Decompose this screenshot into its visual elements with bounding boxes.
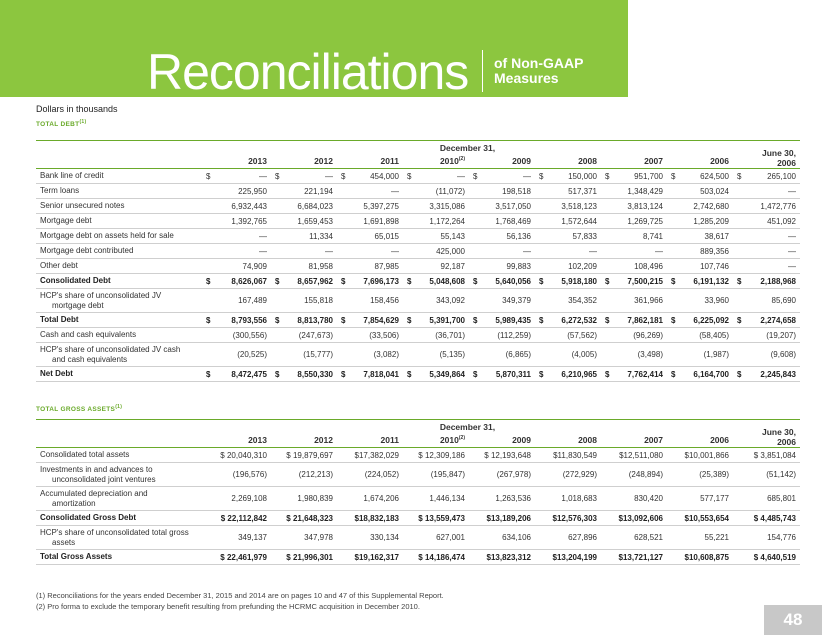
debt-cell: 99,883 bbox=[469, 259, 535, 274]
debt-cell: 57,833 bbox=[535, 229, 601, 244]
assets-cell: 577,177 bbox=[667, 487, 733, 511]
assets-cell: (224,052) bbox=[337, 463, 403, 487]
debt-cell: $ 2,245,843 bbox=[733, 367, 800, 382]
debt-cell: (3,082) bbox=[337, 343, 403, 367]
debt-cell: 451,092 bbox=[733, 214, 800, 229]
debt-cell: 92,187 bbox=[403, 259, 469, 274]
debt-year-header: 2007 bbox=[601, 155, 667, 169]
assets-row-label: Consolidated total assets bbox=[36, 448, 202, 463]
debt-cell: $ 6,210,965 bbox=[535, 367, 601, 382]
assets-cell: $ 21,648,323 bbox=[271, 511, 337, 526]
debt-year-header: 2011 bbox=[337, 155, 403, 169]
total-debt-table bbox=[36, 140, 800, 382]
debt-cell: 3,517,050 bbox=[469, 199, 535, 214]
assets-cell: 55,221 bbox=[667, 526, 733, 550]
debt-cell: (20,525) bbox=[202, 343, 271, 367]
assets-cell: $ 12,309,186 bbox=[403, 448, 469, 463]
assets-cell: $13,204,199 bbox=[535, 550, 601, 565]
assets-cell: (248,894) bbox=[601, 463, 667, 487]
assets-cell: $13,721,127 bbox=[601, 550, 667, 565]
debt-cell: $ — bbox=[202, 169, 271, 184]
debt-cell: 1,392,765 bbox=[202, 214, 271, 229]
subtitle-line-1: of Non-GAAP bbox=[494, 55, 584, 71]
assets-cell: 349,137 bbox=[202, 526, 271, 550]
assets-year-header: 2012 bbox=[271, 434, 337, 448]
assets-cell: 685,801 bbox=[733, 487, 800, 511]
footnote-2: (2) Pro forma to exclude the temporary benefit resulting from prefunding the HCRMC acquisition in December 2010. bbox=[36, 602, 420, 611]
assets-cell: $18,832,183 bbox=[337, 511, 403, 526]
debt-cell: $ 265,100 bbox=[733, 169, 800, 184]
debt-cell: $ 5,048,608 bbox=[403, 274, 469, 289]
debt-cell: $ 7,862,181 bbox=[601, 313, 667, 328]
assets-cell: $ 12,193,648 bbox=[469, 448, 535, 463]
units-note: Dollars in thousands bbox=[36, 104, 118, 114]
debt-cell: (3,498) bbox=[601, 343, 667, 367]
debt-cell: 517,371 bbox=[535, 184, 601, 199]
assets-row-label: Investments in and advances to unconsolidated joint ventures bbox=[36, 463, 202, 487]
debt-cell: $ 8,793,556 bbox=[202, 313, 271, 328]
gross-assets-section-label bbox=[36, 404, 122, 413]
page-number: 48 bbox=[764, 605, 822, 635]
assets-cell: $ 3,851,084 bbox=[733, 448, 800, 463]
debt-cell: $ 5,989,435 bbox=[469, 313, 535, 328]
debt-cell: 33,960 bbox=[667, 289, 733, 313]
assets-cell: 627,001 bbox=[403, 526, 469, 550]
debt-cell: — bbox=[337, 184, 403, 199]
debt-row-label: Bank line of credit bbox=[36, 169, 202, 184]
debt-cell: 1,572,644 bbox=[535, 214, 601, 229]
assets-cell: 347,978 bbox=[271, 526, 337, 550]
assets-cell: (25,389) bbox=[667, 463, 733, 487]
debt-cell: 425,000 bbox=[403, 244, 469, 259]
assets-row-label: Total Gross Assets bbox=[36, 550, 202, 565]
debt-row-label: Senior unsecured notes bbox=[36, 199, 202, 214]
page-subtitle bbox=[494, 56, 583, 86]
page-title: Reconciliations bbox=[147, 44, 469, 100]
debt-cell: 107,746 bbox=[667, 259, 733, 274]
assets-cell: 628,521 bbox=[601, 526, 667, 550]
debt-cell: 6,684,023 bbox=[271, 199, 337, 214]
debt-row bbox=[36, 343, 800, 367]
assets-cell: (195,847) bbox=[403, 463, 469, 487]
debt-cell: 1,472,776 bbox=[733, 199, 800, 214]
debt-table-body bbox=[36, 169, 800, 382]
debt-cell: 87,985 bbox=[337, 259, 403, 274]
subtitle-line-2: Measures bbox=[494, 70, 559, 86]
debt-cell: 221,194 bbox=[271, 184, 337, 199]
debt-cell: 65,015 bbox=[337, 229, 403, 244]
debt-cell: $ 6,272,532 bbox=[535, 313, 601, 328]
debt-cell: (4,005) bbox=[535, 343, 601, 367]
debt-cell: (11,072) bbox=[403, 184, 469, 199]
debt-cell: $ 6,191,132 bbox=[667, 274, 733, 289]
debt-year-header: 2010$^{(2)}$ bbox=[403, 155, 469, 169]
debt-cell: — bbox=[271, 244, 337, 259]
total-debt-section-label bbox=[36, 119, 86, 128]
debt-cell: 198,518 bbox=[469, 184, 535, 199]
debt-row bbox=[36, 289, 800, 313]
footnotes bbox=[36, 590, 444, 612]
debt-row bbox=[36, 184, 800, 199]
debt-year-header: 2012 bbox=[271, 155, 337, 169]
debt-year-header: 2009 bbox=[469, 155, 535, 169]
debt-cell: $ 7,854,629 bbox=[337, 313, 403, 328]
debt-year-header: 2013 bbox=[202, 155, 271, 169]
assets-cell: $ 22,112,842 bbox=[202, 511, 271, 526]
assets-cell: 830,420 bbox=[601, 487, 667, 511]
debt-cell: — bbox=[601, 244, 667, 259]
debt-cell: 74,909 bbox=[202, 259, 271, 274]
debt-cell: $ 8,472,475 bbox=[202, 367, 271, 382]
debt-cell: (6,865) bbox=[469, 343, 535, 367]
debt-cell: 1,768,469 bbox=[469, 214, 535, 229]
debt-cell: (19,207) bbox=[733, 328, 800, 343]
assets-row-label: Consolidated Gross Debt bbox=[36, 511, 202, 526]
debt-row-label: Mortgage debt bbox=[36, 214, 202, 229]
assets-row bbox=[36, 487, 800, 511]
debt-cell: $ 2,188,968 bbox=[733, 274, 800, 289]
debt-row-label: Mortgage debt on assets held for sale bbox=[36, 229, 202, 244]
assets-cell: 1,263,536 bbox=[469, 487, 535, 511]
assets-cell: $10,608,875 bbox=[667, 550, 733, 565]
debt-cell: 349,379 bbox=[469, 289, 535, 313]
assets-year-header: 2006 bbox=[667, 434, 733, 448]
debt-cell: (33,506) bbox=[337, 328, 403, 343]
debt-row bbox=[36, 367, 800, 382]
assets-cell: (51,142) bbox=[733, 463, 800, 487]
debt-cell: 889,356 bbox=[667, 244, 733, 259]
assets-cell: 1,446,134 bbox=[403, 487, 469, 511]
gross-assets-label-sup: (1) bbox=[115, 404, 123, 410]
debt-row bbox=[36, 259, 800, 274]
assets-year-header-row bbox=[36, 434, 800, 448]
debt-cell: 167,489 bbox=[202, 289, 271, 313]
debt-cell: $ 5,349,864 bbox=[403, 367, 469, 382]
debt-cell: 8,741 bbox=[601, 229, 667, 244]
debt-june-line1: June 30, bbox=[761, 148, 796, 158]
debt-cell: 85,690 bbox=[733, 289, 800, 313]
assets-cell: $19,162,317 bbox=[337, 550, 403, 565]
debt-cell: 1,659,453 bbox=[271, 214, 337, 229]
assets-cell: $12,511,080 bbox=[601, 448, 667, 463]
debt-cell: — bbox=[535, 244, 601, 259]
debt-group-header: December 31, bbox=[202, 141, 733, 155]
assets-year-header: 2010$^{(2)}$ bbox=[403, 434, 469, 448]
debt-row-label: Other debt bbox=[36, 259, 202, 274]
debt-cell: $ 951,700 bbox=[601, 169, 667, 184]
debt-cell: (36,701) bbox=[403, 328, 469, 343]
debt-row-label: Term loans bbox=[36, 184, 202, 199]
debt-cell: — bbox=[733, 259, 800, 274]
assets-cell: $ 20,040,310 bbox=[202, 448, 271, 463]
assets-cell: 154,776 bbox=[733, 526, 800, 550]
assets-cell: 1,674,206 bbox=[337, 487, 403, 511]
debt-cell: 11,334 bbox=[271, 229, 337, 244]
assets-cell: $ 19,879,697 bbox=[271, 448, 337, 463]
assets-cell: $ 13,559,473 bbox=[403, 511, 469, 526]
debt-cell: — bbox=[733, 229, 800, 244]
debt-cell: 3,813,124 bbox=[601, 199, 667, 214]
assets-row bbox=[36, 550, 800, 565]
debt-cell: $ 8,657,962 bbox=[271, 274, 337, 289]
debt-cell: (1,987) bbox=[667, 343, 733, 367]
debt-cell: $ — bbox=[469, 169, 535, 184]
debt-cell: 102,209 bbox=[535, 259, 601, 274]
assets-row bbox=[36, 526, 800, 550]
debt-cell: 108,496 bbox=[601, 259, 667, 274]
debt-cell: 38,617 bbox=[667, 229, 733, 244]
assets-cell: (196,576) bbox=[202, 463, 271, 487]
assets-year-header: 2008 bbox=[535, 434, 601, 448]
debt-group-header-row bbox=[36, 141, 800, 155]
debt-cell: (112,259) bbox=[469, 328, 535, 343]
debt-cell: 1,172,264 bbox=[403, 214, 469, 229]
debt-row bbox=[36, 229, 800, 244]
debt-row bbox=[36, 328, 800, 343]
debt-row-label: Cash and cash equivalents bbox=[36, 328, 202, 343]
assets-year-header: 2013 bbox=[202, 434, 271, 448]
debt-row bbox=[36, 313, 800, 328]
assets-cell: $11,830,549 bbox=[535, 448, 601, 463]
page-banner bbox=[0, 0, 822, 100]
debt-cell: 158,456 bbox=[337, 289, 403, 313]
assets-june-line2: 2006 bbox=[777, 437, 796, 447]
debt-cell: 55,143 bbox=[403, 229, 469, 244]
assets-cell: $10,001,866 bbox=[667, 448, 733, 463]
debt-row-label: HCP's share of unconsolidated JV cash and cash equivalents bbox=[36, 343, 202, 367]
assets-row-label: Accumulated depreciation and amortization bbox=[36, 487, 202, 511]
debt-cell: $ 5,391,700 bbox=[403, 313, 469, 328]
debt-row-label: Total Debt bbox=[36, 313, 202, 328]
assets-cell: $12,576,303 bbox=[535, 511, 601, 526]
assets-row bbox=[36, 511, 800, 526]
debt-cell: 1,348,429 bbox=[601, 184, 667, 199]
debt-cell: — bbox=[337, 244, 403, 259]
debt-cell: $ 6,225,092 bbox=[667, 313, 733, 328]
gross-assets-table bbox=[36, 419, 800, 565]
debt-cell: $ 5,870,311 bbox=[469, 367, 535, 382]
assets-cell: 2,269,108 bbox=[202, 487, 271, 511]
footnote-1: (1) Reconciliations for the years ended December 31, 2015 and 2014 are on pages 10 and 47 of this Supplemental Report. bbox=[36, 591, 444, 600]
debt-cell: (9,608) bbox=[733, 343, 800, 367]
debt-row bbox=[36, 274, 800, 289]
debt-cell: (96,269) bbox=[601, 328, 667, 343]
debt-row-label: HCP's share of unconsolidated JV mortgage debt bbox=[36, 289, 202, 313]
debt-cell: $ 8,550,330 bbox=[271, 367, 337, 382]
debt-cell: 3,315,086 bbox=[403, 199, 469, 214]
assets-year-header: 2007 bbox=[601, 434, 667, 448]
debt-cell: 354,352 bbox=[535, 289, 601, 313]
debt-cell: — bbox=[202, 244, 271, 259]
debt-cell: — bbox=[733, 184, 800, 199]
debt-cell: (247,673) bbox=[271, 328, 337, 343]
assets-cell: $13,823,312 bbox=[469, 550, 535, 565]
total-debt-label-sup: (1) bbox=[79, 119, 87, 125]
assets-group-header-row bbox=[36, 420, 800, 434]
debt-cell: $ — bbox=[271, 169, 337, 184]
assets-table-body bbox=[36, 448, 800, 565]
debt-row bbox=[36, 244, 800, 259]
assets-cell: $ 14,186,474 bbox=[403, 550, 469, 565]
debt-cell: 343,092 bbox=[403, 289, 469, 313]
debt-cell: $ 5,918,180 bbox=[535, 274, 601, 289]
debt-cell: (15,777) bbox=[271, 343, 337, 367]
debt-cell: 1,269,725 bbox=[601, 214, 667, 229]
debt-cell: (57,562) bbox=[535, 328, 601, 343]
assets-cell: $10,553,654 bbox=[667, 511, 733, 526]
debt-row bbox=[36, 169, 800, 184]
assets-cell: $ 4,485,743 bbox=[733, 511, 800, 526]
assets-cell: (272,929) bbox=[535, 463, 601, 487]
debt-cell: 225,950 bbox=[202, 184, 271, 199]
assets-cell: $13,189,206 bbox=[469, 511, 535, 526]
assets-cell: $ 21,996,301 bbox=[271, 550, 337, 565]
debt-cell: $ 150,000 bbox=[535, 169, 601, 184]
debt-cell: 155,818 bbox=[271, 289, 337, 313]
debt-row-label: Consolidated Debt bbox=[36, 274, 202, 289]
gross-assets-label-text: TOTAL GROSS ASSETS bbox=[36, 406, 116, 414]
debt-cell: 2,742,680 bbox=[667, 199, 733, 214]
debt-cell: $ 624,500 bbox=[667, 169, 733, 184]
debt-cell: (300,556) bbox=[202, 328, 271, 343]
assets-cell: $17,382,029 bbox=[337, 448, 403, 463]
debt-year-header: 2006 bbox=[667, 155, 733, 169]
debt-cell: (58,405) bbox=[667, 328, 733, 343]
assets-cell: 1,980,839 bbox=[271, 487, 337, 511]
debt-row bbox=[36, 199, 800, 214]
debt-cell: 6,932,443 bbox=[202, 199, 271, 214]
debt-cell: $ — bbox=[403, 169, 469, 184]
assets-year-header: 2011 bbox=[337, 434, 403, 448]
debt-cell: $ 7,696,173 bbox=[337, 274, 403, 289]
debt-row-label: Mortgage debt contributed bbox=[36, 244, 202, 259]
debt-cell: 361,966 bbox=[601, 289, 667, 313]
debt-year-header-row bbox=[36, 155, 800, 169]
assets-row bbox=[36, 448, 800, 463]
debt-cell: $ 2,274,658 bbox=[733, 313, 800, 328]
debt-cell: 81,958 bbox=[271, 259, 337, 274]
banner-divider bbox=[482, 50, 483, 92]
assets-cell: 634,106 bbox=[469, 526, 535, 550]
debt-cell: $ 5,640,056 bbox=[469, 274, 535, 289]
debt-cell: 5,397,275 bbox=[337, 199, 403, 214]
assets-cell: $ 4,640,519 bbox=[733, 550, 800, 565]
debt-june-line2: 2006 bbox=[777, 158, 796, 168]
assets-june-header bbox=[733, 420, 800, 448]
assets-cell: $13,092,606 bbox=[601, 511, 667, 526]
total-debt-label-text: TOTAL DEBT bbox=[36, 121, 80, 129]
assets-group-header: December 31, bbox=[202, 420, 733, 434]
assets-cell: (267,978) bbox=[469, 463, 535, 487]
assets-row-label: HCP's share of unconsolidated total gross assets bbox=[36, 526, 202, 550]
assets-cell: (212,213) bbox=[271, 463, 337, 487]
assets-june-line1: June 30, bbox=[761, 427, 796, 437]
debt-cell: — bbox=[733, 244, 800, 259]
debt-cell: $ 7,500,215 bbox=[601, 274, 667, 289]
assets-cell: $ 22,461,979 bbox=[202, 550, 271, 565]
debt-cell: 503,024 bbox=[667, 184, 733, 199]
assets-cell: 1,018,683 bbox=[535, 487, 601, 511]
debt-cell: $ 8,626,067 bbox=[202, 274, 271, 289]
debt-cell: $ 7,818,041 bbox=[337, 367, 403, 382]
debt-cell: $ 454,000 bbox=[337, 169, 403, 184]
debt-row-label: Net Debt bbox=[36, 367, 202, 382]
debt-cell: — bbox=[202, 229, 271, 244]
debt-june-header bbox=[733, 141, 800, 169]
debt-cell: $ 7,762,414 bbox=[601, 367, 667, 382]
assets-cell: 627,896 bbox=[535, 526, 601, 550]
debt-cell: 1,285,209 bbox=[667, 214, 733, 229]
debt-cell: 56,136 bbox=[469, 229, 535, 244]
debt-cell: 1,691,898 bbox=[337, 214, 403, 229]
debt-cell: $ 6,164,700 bbox=[667, 367, 733, 382]
debt-year-header: 2008 bbox=[535, 155, 601, 169]
debt-cell: $ 8,813,780 bbox=[271, 313, 337, 328]
debt-cell: 3,518,123 bbox=[535, 199, 601, 214]
assets-year-header: 2009 bbox=[469, 434, 535, 448]
assets-row bbox=[36, 463, 800, 487]
debt-cell: — bbox=[469, 244, 535, 259]
debt-row bbox=[36, 214, 800, 229]
debt-cell: (5,135) bbox=[403, 343, 469, 367]
assets-cell: 330,134 bbox=[337, 526, 403, 550]
